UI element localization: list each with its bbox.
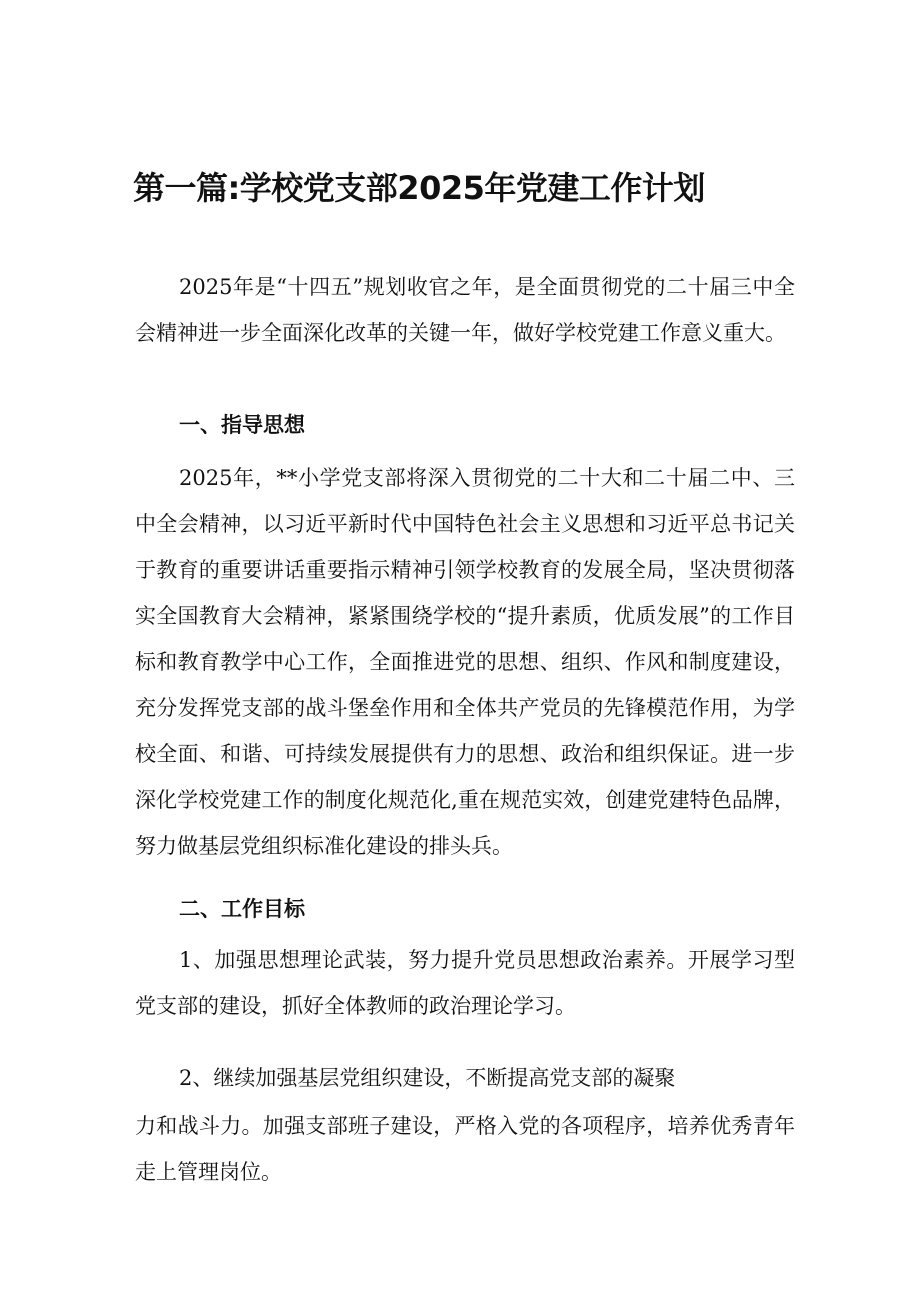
section-heading-work-goals: 二、工作目标 [179,897,305,921]
document-title: 第一篇:学校党支部2025年党建工作计划 [133,169,705,207]
intro-paragraph: 2025年是“十四五”规划收官之年，是全面贯彻党的二十届三中全会精神进一步全面深化改革的关键一年，做好学校党建工作意义重大。 [135,275,795,345]
work-goal-item-1: 1、加强思想理论武装，努力提升党员思想政治素养。开展学习型党支部的建设，抓好全体教师的政治理论学习。 [135,948,795,1018]
guiding-ideology-paragraph: 2025年，**小学党支部将深入贯彻党的二十大和二十届二中、三中全会精神，以习近平新时代中国特色社会主义思想和习近平总书记关于教育的重要讲话重要指示精神引领学校教育的发展全局，坚决贯彻落实全国教育大会精神，紧紧围绕学校的“提升素质，优质发展”的工作目标和教育教学中心工作，全面推进党的思想、组织、作风和制度建设，充分发挥党支部的战斗堡垒作用和全体共产党员的先锋模范作用，为学校全面、和谐、可持续发展提供有力的思想、政治和组织保证。进一步深化学校党建工作的制度化规范化,重在规范实效，创建党建特色品牌，努力做基层党组织标准化建设的排头兵。 [135,466,795,858]
work-goal-item-2-continued: 力和战斗力。加强支部班子建设，严格入党的各项程序，培养优秀青年走上管理岗位。 [135,1114,795,1184]
work-goal-item-2-start: 2、继续加强基层党组织建设，不断提高党支部的凝聚 [179,1066,676,1090]
section-heading-guiding-ideology: 一、指导思想 [179,413,305,437]
